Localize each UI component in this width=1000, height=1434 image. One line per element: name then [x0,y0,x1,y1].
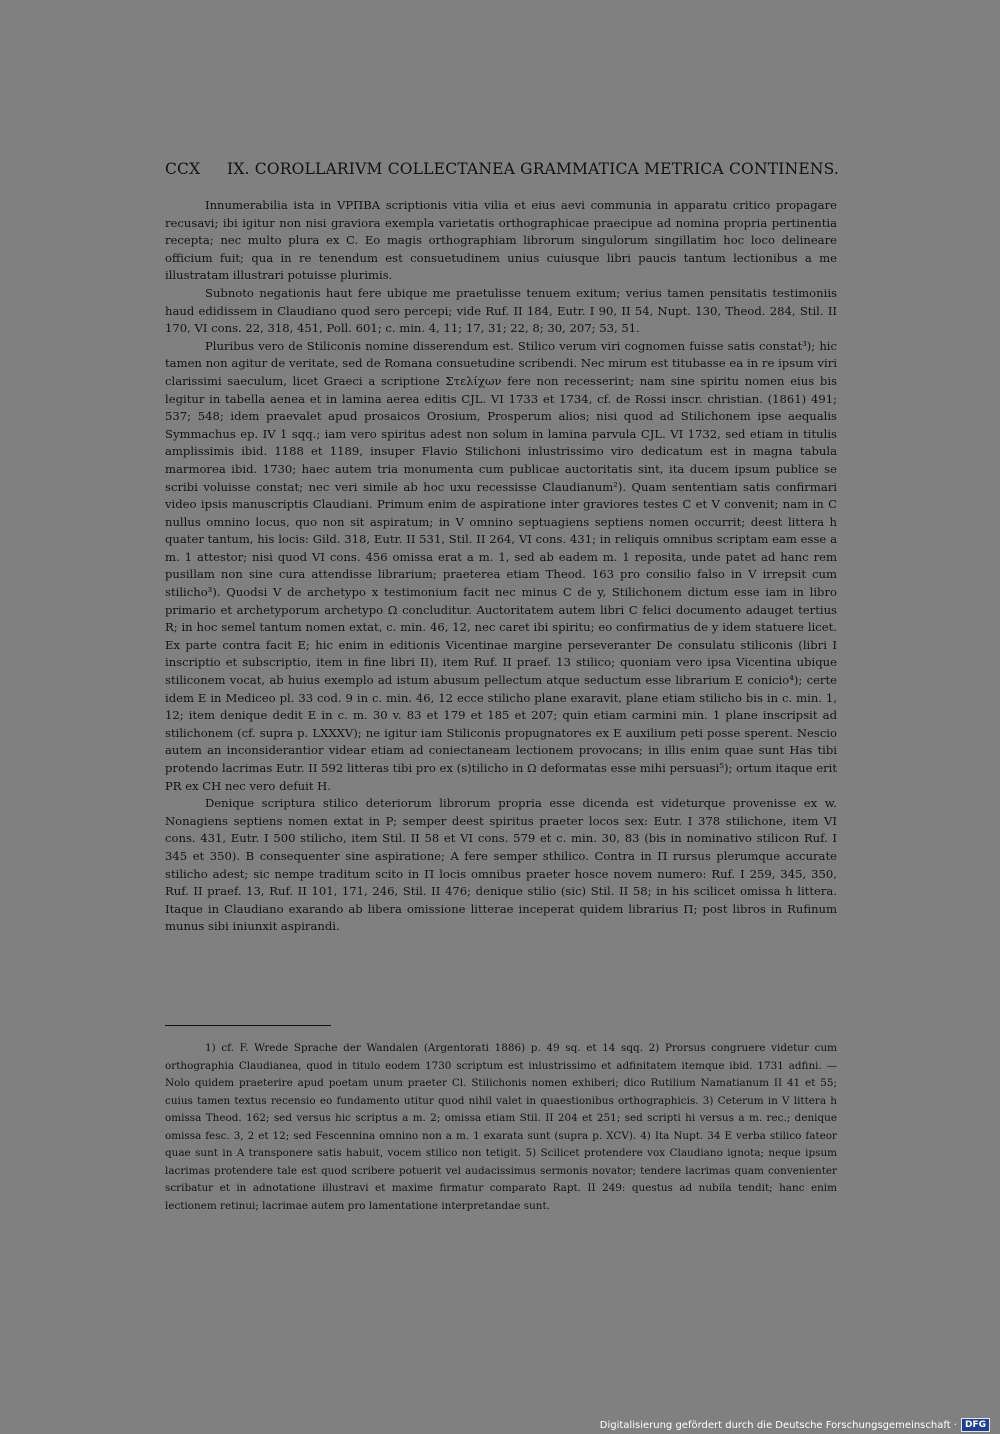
footnotes [165,1040,837,1215]
funding-footer [600,1418,990,1432]
footnote-rule [165,1025,331,1026]
page-number: CCX [165,160,201,178]
paragraph-2: Subnoto negationis haut fere ubique me praetulisse tenuem exitum; verius tamen pensitatis testimoniis haud edidissem in Claudiano quod sero percepi; vide Ruf. II 184, Eutr. I 90, II 54, Nupt. 130, Theod. 284, Stil. II 170, VI cons. 22, 318, 451, Poll. 601; c. min. 4, 11; 17, 31; 22, 8; 30, 207; 53, 51. [165,285,837,336]
main-text [165,197,837,936]
running-header [165,160,840,184]
dfg-logo: DFG [961,1418,990,1432]
paragraph-4: Denique scriptura stilico deteriorum librorum propria esse dicenda est videturque provenisse ex w. Nonagiens septiens nomen extat in P; semper deest spiritus praeter locos sex: Eutr. I 378 stilichone, item VI cons. 431, Eutr. I 500 stilicho, item Stil. II 58 et VI cons. 579 et c. min. 30, 83 (bis in nominativo stilicon Ruf. I 345 et 350). B consequenter sine aspiratione; A fere semper sthilico. Contra in Π rursus plerumque accurate stilicho adest; sic nempe traditum scito in Π locis omnibus praeter hosce novem numero: Ruf. I 259, 345, 350, Ruf. II praef. 13, Ruf. II 101, 171, 246, Stil. II 476; denique stilio (sic) Stil. II 58; in his scilicet omissa h littera. Itaque in Claudiano exarando ab libera omissione litterae inceperat quidem librarius Π; post libros in Rufinum munus sibi iniunxit aspirandi. [165,796,837,934]
funding-text: Digitalisierung gefördert durch die Deutsche Forschungsgemeinschaft · [599,1419,957,1431]
running-title: IX. COROLLARIVM COLLECTANEA GRAMMATICA METRICA CONTINENS. [227,160,840,178]
paragraph-3: Pluribus vero de Stiliconis nomine disserendum est. Stilico verum viri cognomen fuisse satis constat³); hic tamen non agitur de veritate, sed de Romana consuetudine scribendi. Nec mirum est titubasse ea in re ipsum viri clarissimi saeculum, licet Graeci a scriptione Στελίχων fere non recesserint; nam sine spiritu nomen eius bis legitur in tabella aenea et in lamina aerea editis CJL. VI 1733 et 1734, cf. de Rossi inscr. christian. (1861) 491; 537; 548; idem praevalet apud prosaicos Orosium, Prosperum alios; nisi quod ad Stilichonem ipse aequalis Symmachus ep. IV 1 sqq.; iam vero spiritus adest non solum in lamina parvula CJL. VI 1732, sed etiam in titulis amplissimis ibid. 1188 et 1189, insuper Flavio Stilichoni inlustrissimo viro dedicatum est in magna tabula marmorea ibid. 1730; haec autem tria monumenta cum publicae auctoritatis sint, ita ducem ipsum publice se scribi voluisse constat; nec veri simile ab hoc uxu recessisse Claudianum²). Quam sententiam satis confirmari video ipsis manuscriptis Claudiani. Primum enim de aspiratione inter graviores testes C et V convenit; nam in C nullus omnino locus, quo non sit aspiratum; in V omnino septuagiens septiens nomen occurrit; deest littera h quater tantum, his locis: Gild. 318, Eutr. II 531, Stil. II 264, VI cons. 431; in reliquis omnibus scriptam eam esse a m. 1 attestor; nisi quod VI cons. 456 omissa erat a m. 1, sed ab eadem m. 1 reposita, unde patet ad hanc rem pusillam non sine cura attendisse librarium; praeterea etiam Theod. 163 pro consilio falso in V irrepsit cum stilicho³). Quodsi V de archetypo x testimonium facit nec minus C de y, Stilichonem dictum esse iam in libro primario et archetyporum archetypo Ω concluditur. Auctoritatem autem libri C felici documento adauget tertius R; in hoc semel tantum nomen extat, c. min. 46, 12, nec caret ibi spiritu; eo confirmatius de y idem statuere licet. Ex parte contra facit E; hic enim in editionis Vicentinae margine perseveranter De consulatu stiliconis (libri I inscriptio et subscriptio, item in fine libri II), item Ruf. II praef. 13 stilico; quoniam vero ipsa Vicentina ubique stiliconem vocat, ab huius exemplo ad istum abusum pellectum atque seductum esse librarium E conicio⁴); certe idem E in Mediceo pl. 33 cod. 9 in c. min. 46, 12 ecce stilicho plane exaravit, plane etiam stilicho bis in c. min. 1, 12; item denique dedit E in c. m. 30 v. 83 et 179 et 185 et 207; quin etiam carmini min. 1 plane inscripsit ad stilichonem (cf. supra p. LXXXV); ne igitur iam Stiliconis propugnatores ex E auxilium peti posse sperent. Nescio autem an inconsiderantior videar etiam ad coniectaneam lectionem provocans; in illis enim quae sunt Has tibi protendo lacrimas Eutr. II 592 litteras tibi pro ex (s)tilicho in Ω deformatas esse mihi persuasi⁵); ortum itaque erit PR ex CH nec vero defuit H. [165,338,837,793]
paragraph-1: Innumerabilia ista in VPΠBA scriptionis vitia vilia et eius aevi communia in apparatu critico propagare recusavi; ibi igitur non nisi graviora exempla varietatis orthographicae praecipue ad nomina propria pertinentia recepta; nec multo plura ex C. Eo magis orthographiam librorum singulorum singillatim hoc loco delineare officium fuit; qua in re tenendum est consuetudinem unius cuiusque libri paucis tantum lectionibus a me illustratam illustrari potuisse plurimis. [165,198,837,283]
footnotes-text: 1) cf. F. Wrede Sprache der Wandalen (Argentorati 1886) p. 49 sq. et 14 sqq. 2) Prorsus congruere videtur cum orthographia Claudianea, quod in titulo eodem 1730 scriptum est inlustrissimo et adfinitatem itemque ibid. 1731 adfini. — Nolo quidem praeterire apud poetam unum praeter Cl. Stilichonis nomen exhiberi; dico Rutilium Namatianum II 41 et 55; cuius tamen textus recensio eo fundamento utitur quod nihil valet in quaestionibus orthographicis. 3) Ceterum in V littera h omissa Theod. 162; sed versus hic scriptus a m. 2; omissa etiam Stil. II 204 et 251; sed scripti hi versus a m. rec.; denique omissa fesc. 3, 2 et 12; sed Fescennina omnino non a m. 1 exarata sunt (supra p. XCV). 4) Ita Nupt. 34 E verba stilico fateor quae sunt in A transponere satis habuit, vocem stilico non tetigit. 5) Scilicet protendere vox Claudiano ignota; neque ipsum lacrimas protendere tale est quod scribere potuerit vel audacissimus sermonis novator; tendere lacrimas quam convenienter scribatur et in adnotatione illustravi et maxime firmatur comparato Rapt. II 249: questus ad nubila tendit; hanc enim lectionem retinui; lacrimae autem pro lamentatione interpretandae sunt. [165,1042,837,1212]
